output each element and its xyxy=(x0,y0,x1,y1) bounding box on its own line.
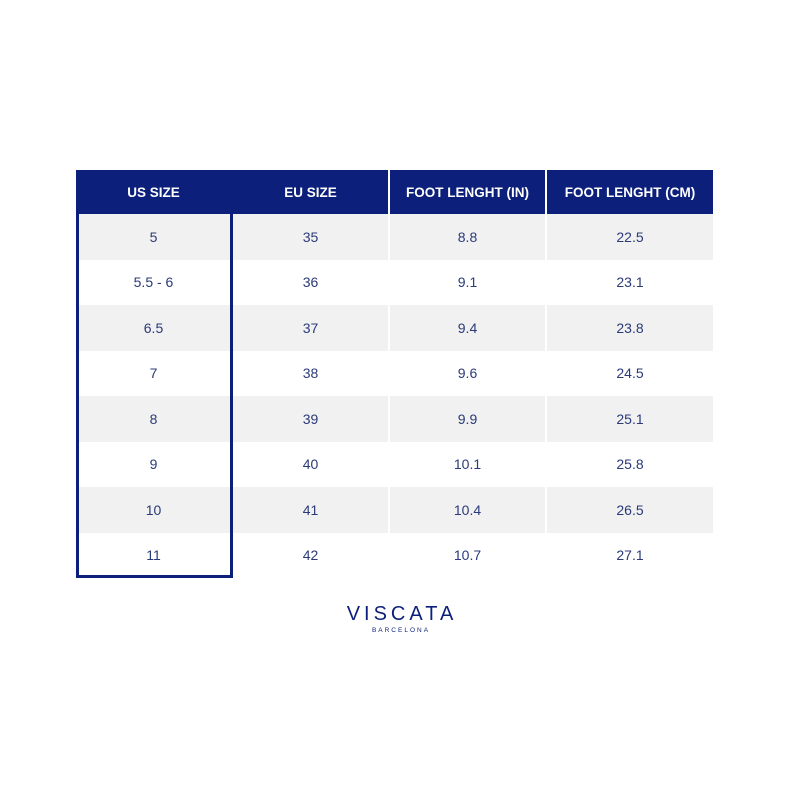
eu-size-cell: 37 xyxy=(233,305,390,351)
foot-length-cm-cell: 25.8 xyxy=(547,442,713,488)
table-row xyxy=(76,260,713,306)
table-row xyxy=(76,533,713,579)
foot-length-in-cell: 10.7 xyxy=(390,533,547,579)
table-row xyxy=(76,214,713,260)
header-foot-length-in: FOOT LENGHT (IN) xyxy=(390,170,547,214)
table-row xyxy=(76,442,713,488)
eu-size-cell: 38 xyxy=(233,351,390,397)
foot-length-in-cell: 10.1 xyxy=(390,442,547,488)
foot-length-in-cell: 9.4 xyxy=(390,305,547,351)
eu-size-cell: 36 xyxy=(233,260,390,306)
size-chart-table xyxy=(76,170,713,578)
eu-size-cell: 40 xyxy=(233,442,390,488)
foot-length-cm-cell: 23.8 xyxy=(547,305,713,351)
table-row xyxy=(76,396,713,442)
eu-size-cell: 39 xyxy=(233,396,390,442)
foot-length-in-cell: 9.6 xyxy=(390,351,547,397)
eu-size-cell: 41 xyxy=(233,487,390,533)
us-size-cell: 6.5 xyxy=(76,305,233,351)
foot-length-cm-cell: 22.5 xyxy=(547,214,713,260)
us-size-cell: 10 xyxy=(76,487,233,533)
foot-length-cm-cell: 23.1 xyxy=(547,260,713,306)
table-header-row xyxy=(76,170,713,214)
brand-name: VISCATA xyxy=(346,603,458,625)
foot-length-in-cell: 10.4 xyxy=(390,487,547,533)
eu-size-cell: 42 xyxy=(233,533,390,579)
us-size-cell: 5 xyxy=(76,214,233,260)
foot-length-cm-cell: 27.1 xyxy=(547,533,713,579)
us-size-cell: 7 xyxy=(76,351,233,397)
table-row xyxy=(76,487,713,533)
brand-subtitle: BARCELONA xyxy=(371,627,431,634)
foot-length-in-cell: 9.9 xyxy=(390,396,547,442)
us-size-cell: 8 xyxy=(76,396,233,442)
foot-length-cm-cell: 24.5 xyxy=(547,351,713,397)
us-size-cell: 5.5 - 6 xyxy=(76,260,233,306)
table-row xyxy=(76,305,713,351)
foot-length-in-cell: 8.8 xyxy=(390,214,547,260)
foot-length-cm-cell: 25.1 xyxy=(547,396,713,442)
header-eu-size: EU SIZE xyxy=(233,170,390,214)
foot-length-in-cell: 9.1 xyxy=(390,260,547,306)
us-size-cell: 9 xyxy=(76,442,233,488)
header-foot-length-cm: FOOT LENGHT (CM) xyxy=(547,170,713,214)
table-row xyxy=(76,351,713,397)
foot-length-cm-cell: 26.5 xyxy=(547,487,713,533)
us-size-cell: 11 xyxy=(76,533,233,579)
eu-size-cell: 35 xyxy=(233,214,390,260)
brand-logo xyxy=(0,603,800,634)
header-us-size: US SIZE xyxy=(76,170,233,214)
